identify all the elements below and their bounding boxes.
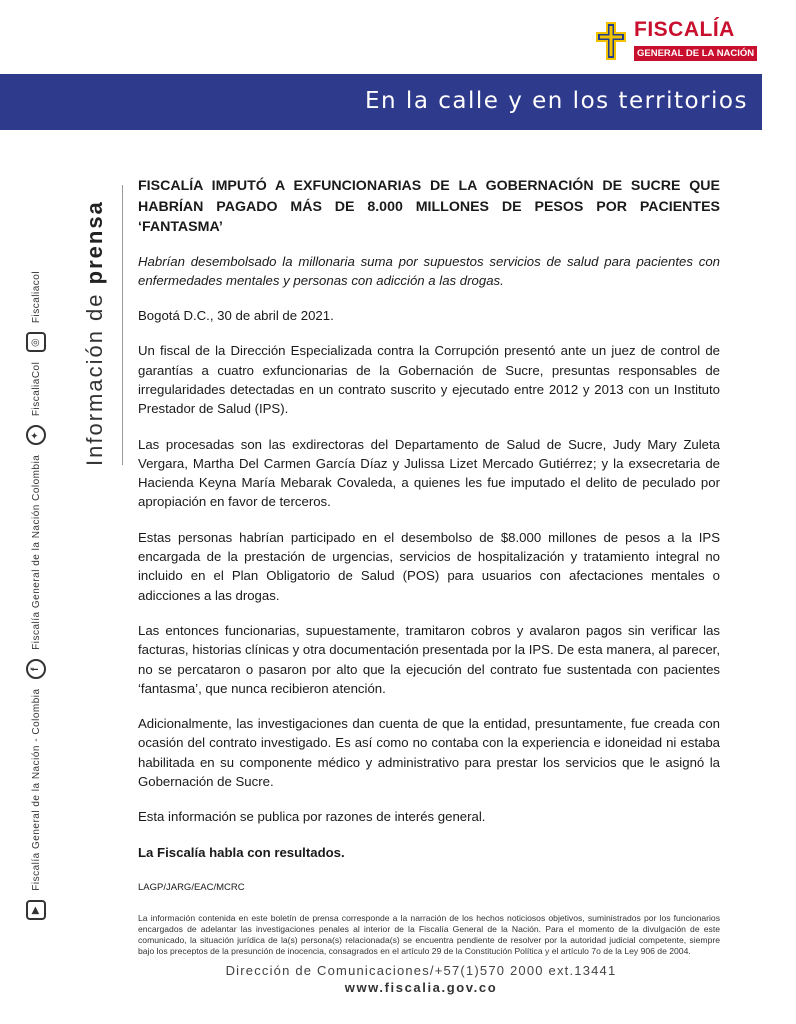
headline: FISCALÍA IMPUTÓ A EXFUNCIONARIAS DE LA GOBERNACIÓN DE SUCRE QUE HABRÍAN PAGADO MÁS DE 8.000 MILLONES DE PESOS POR PACIENTES ‘FANTASMA’ <box>138 178 720 235</box>
social-youtube-label[interactable]: Fiscalía General de la Nación - Colombia <box>30 688 42 891</box>
twitter-icon[interactable]: ✦ <box>26 425 46 445</box>
logo-subtitle: GENERAL DE LA NACIÓN <box>634 46 757 61</box>
press-release <box>138 176 720 973</box>
dateline: Bogotá D.C., 30 de abril de 2021. <box>138 308 334 324</box>
header-banner <box>0 74 762 130</box>
legal-disclaimer: La información contenida en este boletín de prensa corresponde a la narración de los hechos noticiosos objetivos, suministrados por los funcionarios encargados de adelantar las investigaciones penales al interior de la Fiscalía General de la Nación. Para el momento de la divulgación de este comunicado, la situación jurídica de la(s) persona(s) relacionada(s) se encuentra pendiente de resolver por la autoridad judicial competente, siempre bajo los preceptos de la presunción de inocencia, consagrados en el artículo 29 de la Constitución Política y el artículo 7o de la Ley 906 de 2004. <box>138 913 720 957</box>
subtitle: Habrían desembolsado la millonaria suma por supuestos servicios de salud para pacientes con enfermedades mentales y personas con adicción a las drogas. <box>138 253 720 288</box>
press-info-label <box>82 176 114 466</box>
social-links <box>26 166 48 926</box>
press-info-text: Información de <box>82 284 107 466</box>
social-twitter-label[interactable]: FiscaliaCol <box>30 361 42 417</box>
signature-initials: LAGP/JARG/EAC/MCRC <box>138 881 245 893</box>
footer-website-link[interactable]: www.fiscalia.gov.co <box>344 980 498 995</box>
banner-slogan: En la calle y en los territorios <box>365 88 748 114</box>
paragraph: Las procesadas son las exdirectoras del Departamento de Salud de Sucre, Judy Mary Zuleta Vergara, Martha Del Carmen García Díaz y Julissa Lizet Mercado Gutiérrez; y la exsecretaria de Hacienda Keyna María Mebarak Covaleda, a quienes les fue imputado el delito de peculado por apropiación en favor de terceros. <box>138 436 720 510</box>
press-info-bold: prensa <box>82 200 107 285</box>
sidebar-divider <box>122 185 123 465</box>
logo-title: FISCALÍA <box>634 18 735 41</box>
instagram-icon[interactable]: ◎ <box>26 332 46 352</box>
footer-contact: Dirección de Comunicaciones/+57(1)570 2000 ext.13441 <box>225 963 617 978</box>
facebook-icon[interactable]: f <box>26 659 46 679</box>
youtube-icon[interactable]: ▶ <box>26 900 46 920</box>
paragraph: Estas personas habrían participado en el desembolso de $8.000 millones de pesos a la IPS encargada de la prestación de urgencias, servicios de hospitalización y tratamiento integral no incluido en el Plan Obligatorio de Salud (POS) para usuarios con afectaciones mentales o adicciones a las drogas. <box>138 529 720 603</box>
social-instagram-label[interactable]: Fiscaliacol <box>30 270 42 324</box>
fiscalia-logo <box>594 18 764 66</box>
paragraph: Las entonces funcionarias, supuestamente, tramitaron cobros y avalaron pagos sin verificar las facturas, historias clínicas y otra documentación presentada por la IPS. De esta manera, al parecer, no se percataron o pasaron por alto que la ejecución del contrato fue sustentada con pacientes ‘fantasma’, que nunca recibieron atención. <box>138 622 721 696</box>
paragraph: Esta información se publica por razones de interés general. <box>138 809 486 825</box>
closing-slogan: La Fiscalía habla con resultados. <box>138 844 345 860</box>
paragraph: Un fiscal de la Dirección Especializada contra la Corrupción presentó ante un juez de control de garantías a cuatro exfuncionarias de la Gobernación de Sucre, presuntas responsables de irregularidades detectadas en un contrato suscrito y ejecutado entre 2012 y 2013 con un Instituto Prestador de Salud (IPS). <box>138 343 720 417</box>
paragraph: Adicionalmente, las investigaciones dan cuenta de que la entidad, presuntamente, fue creada con ocasión del contrato investigado. Es así como no contaba con la experiencia e idoneidad ni estaba habilitada en su componente médico y administrativo para prestar los servicios que le asignó la Gobernación de Sucre. <box>138 716 720 790</box>
cross-emblem-icon <box>594 20 628 62</box>
social-facebook-label[interactable]: Fiscalía General de la Nación Colombia <box>30 454 42 650</box>
